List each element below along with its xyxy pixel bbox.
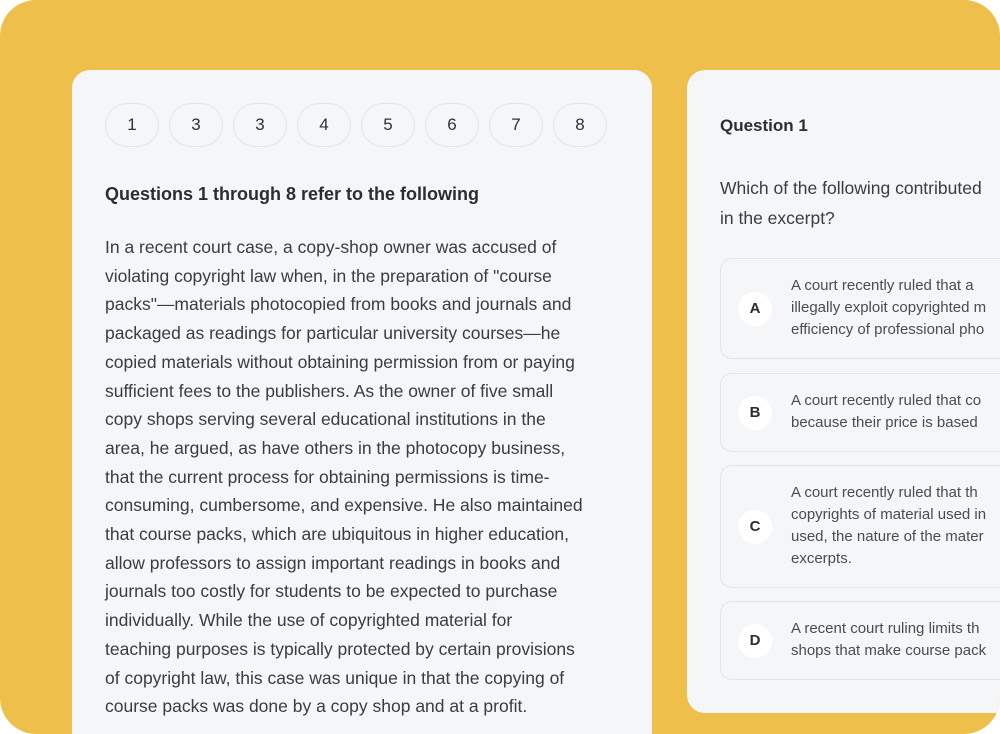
option-text-line: A recent court ruling limits th	[791, 620, 980, 637]
question-nav-item-3[interactable]: 3	[233, 103, 287, 147]
passage-line: copied materials without obtaining permission from or paying	[105, 351, 575, 372]
passage-line: violating copyright law when, in the preparation of "course	[105, 265, 552, 286]
passage-line: journals too costly for students to be expected to purchase	[105, 581, 558, 602]
question-nav-item-5[interactable]: 5	[361, 103, 415, 147]
passage-line: packs"—materials photocopied from books and journals and	[105, 294, 572, 315]
option-text-line: excerpts.	[791, 550, 852, 567]
passage-panel	[72, 70, 652, 734]
passage-line: that the current process for obtaining permissions is time-	[105, 466, 550, 487]
option-text-line: because their price is based	[791, 414, 978, 431]
option-text	[791, 390, 1000, 434]
question-nav-item-4[interactable]: 4	[297, 103, 351, 147]
passage-line: sufficient fees to the publishers. As the owner of five small	[105, 380, 554, 401]
passage-line: packaged as readings for particular university courses—he	[105, 323, 561, 344]
option-letter-badge: B	[738, 396, 772, 430]
answer-option-a[interactable]	[720, 258, 1000, 359]
passage-line: individually. While the use of copyrighted material for	[105, 610, 513, 631]
option-text-line: shops that make course pack	[791, 642, 987, 659]
option-text-line: copyrights of material used in	[791, 506, 987, 523]
passage-heading: Questions 1 through 8 refer to the following	[105, 184, 480, 204]
question-panel	[687, 70, 1000, 713]
option-text	[791, 275, 1000, 341]
question-nav-item-2[interactable]: 3	[169, 103, 223, 147]
option-text	[791, 618, 1000, 662]
passage-line: area, he argued, as have others in the photocopy business,	[105, 437, 566, 458]
option-text-line: A court recently ruled that th	[791, 484, 978, 501]
question-nav-item-6[interactable]: 6	[425, 103, 479, 147]
question-nav	[105, 103, 607, 147]
question-prompt	[720, 173, 1000, 233]
passage-line: that course packs, which are ubiquitous in higher education,	[105, 524, 570, 545]
question-nav-item-1[interactable]: 1	[105, 103, 159, 147]
option-letter-badge: C	[738, 510, 772, 544]
question-title: Question 1	[720, 116, 808, 135]
answer-option-c[interactable]	[720, 465, 1000, 588]
answer-option-d[interactable]	[720, 601, 1000, 680]
option-letter-badge: D	[738, 624, 772, 658]
passage-line: teaching purposes is typically protected by certain provisions	[105, 638, 575, 659]
question-nav-item-8[interactable]: 8	[553, 103, 607, 147]
option-letter-badge: A	[738, 292, 772, 326]
question-nav-item-7[interactable]: 7	[489, 103, 543, 147]
question-prompt-line: in the excerpt?	[720, 208, 835, 228]
option-text-line: illegally exploit copyrighted m	[791, 299, 987, 316]
question-prompt-line: Which of the following contributed	[720, 178, 982, 198]
option-text-line: A court recently ruled that co	[791, 392, 982, 409]
option-text-line: used, the nature of the mater	[791, 528, 984, 545]
passage-text	[105, 233, 625, 721]
passage-line: allow professors to assign important readings in books and	[105, 552, 561, 573]
passage-line: consuming, cumbersome, and expensive. He also maintained	[105, 495, 583, 516]
passage-line: In a recent court case, a copy-shop owner was accused of	[105, 237, 557, 257]
passage-line: copy shops serving several educational institutions in the	[105, 409, 546, 430]
answer-option-b[interactable]	[720, 373, 1000, 452]
passage-line: course packs was done by a copy shop and at a profit.	[105, 696, 528, 717]
option-text-line: efficiency of professional pho	[791, 321, 985, 338]
option-text-line: A court recently ruled that a	[791, 277, 974, 294]
passage-line: of copyright law, this case was unique in that the copying of	[105, 667, 565, 688]
option-text	[791, 482, 1000, 570]
